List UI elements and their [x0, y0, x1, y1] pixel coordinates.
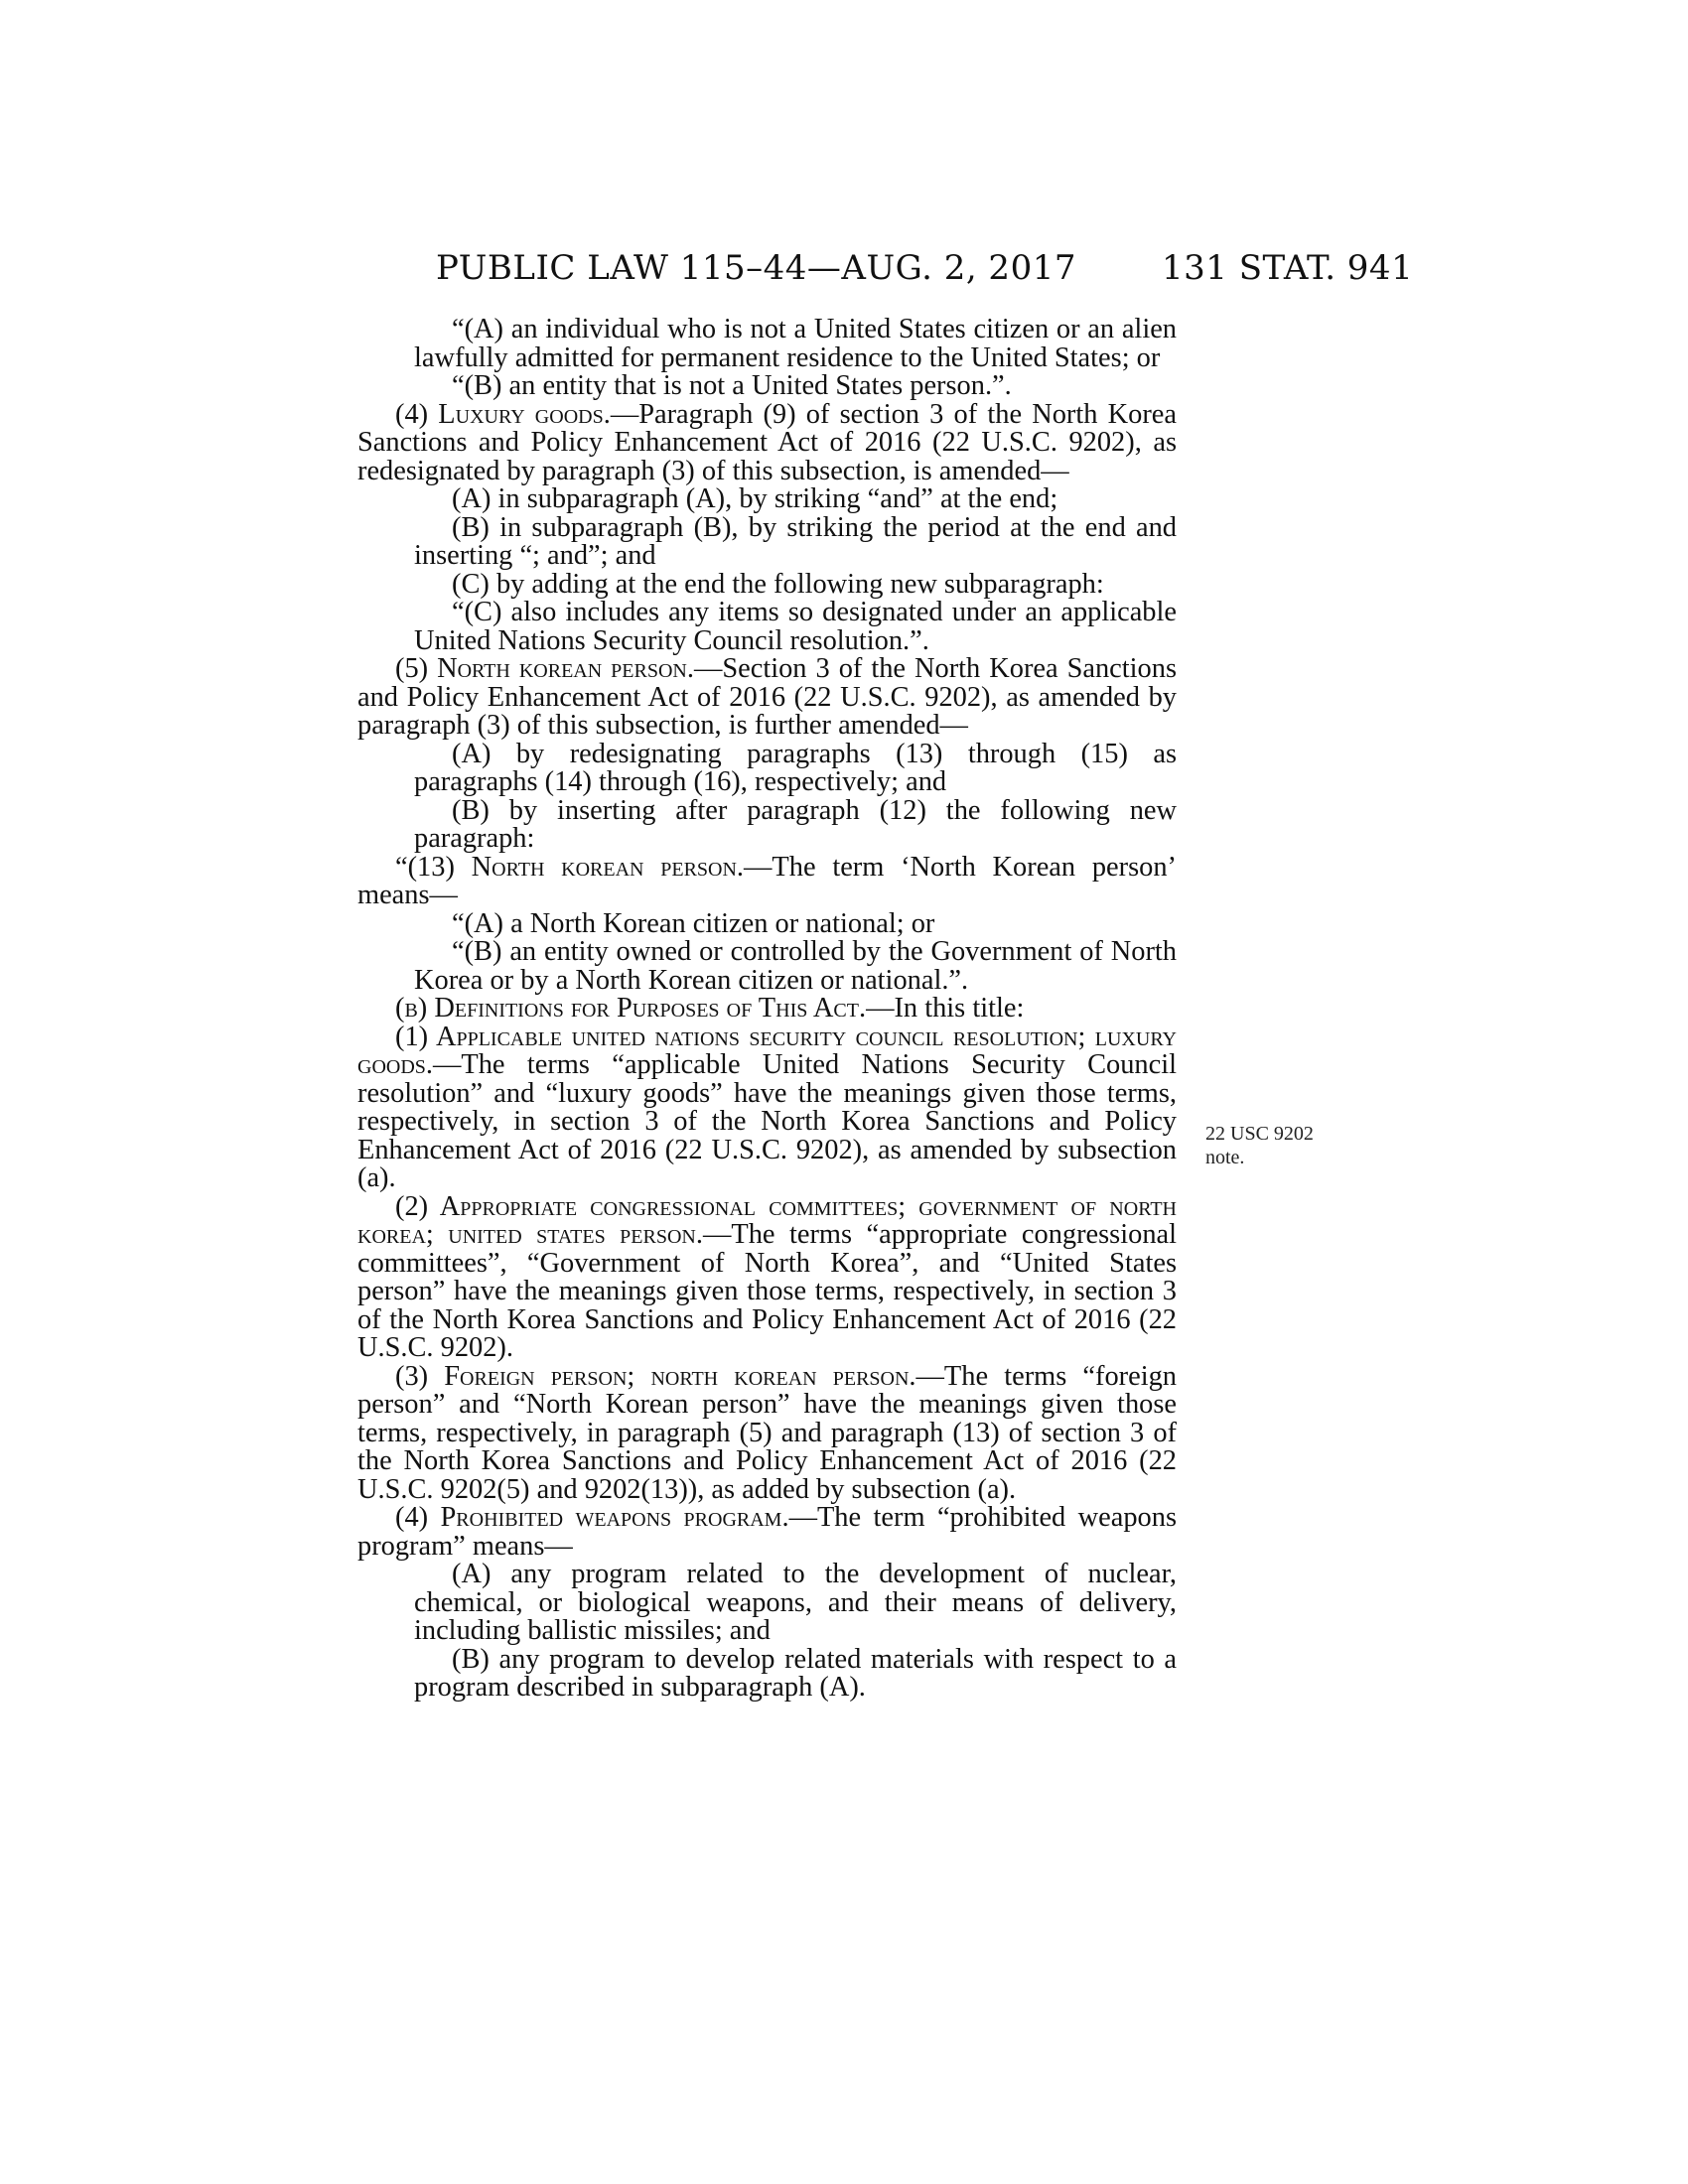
paragraph: (A) in subparagraph (A), by striking “and” at the end;: [452, 483, 1058, 514]
paragraph-heading: “(13) North korean person.: [395, 851, 745, 883]
paragraph: (3) Foreign person; north korean person.—The terms “foreign person” and “North Korean person” have the meanings given those terms, respectively, in paragraph (5) and paragraph (13) of section 3 of the North Korea Sanctions and Policy Enhancement Act of 2016 (22 U.S.C. 9202(5) and 9202(13)), as added by subsection (a).: [357, 1360, 1178, 1505]
section-heading-paragraph: (b) Definitions for Purposes of This Act.—In this title:: [395, 993, 1025, 1024]
paragraph: (A) by redesignating paragraphs (13) through (15) as paragraphs (14) through (16), respectively; and: [414, 738, 1177, 797]
paragraph: “(A) an individual who is not a United States citizen or an alien lawfully admitted for permanent residence to the United States; or: [414, 314, 1177, 373]
paragraph: (A) any program related to the development of nuclear, chemical, or biological weapons, and their means of delivery, including ballistic missiles; and: [414, 1559, 1177, 1646]
paragraph: “(B) an entity that is not a United States person.”.: [452, 370, 1012, 401]
paragraph: (4) Luxury goods.—Paragraph (9) of section 3 of the North Korea Sanctions and Policy Enhancement Act of 2016 (22 U.S.C. 9202), as redesignated by paragraph (3) of this subsection, is amended—: [357, 398, 1177, 486]
paragraph-heading: (3) Foreign person; north korean person.: [395, 1360, 916, 1392]
paragraph: (B) in subparagraph (B), by striking the period at the end and inserting “; and”; and: [414, 511, 1177, 571]
paragraph: (5) North korean person.—Section 3 of the North Korea Sanctions and Policy Enhancement Act of 2016 (22 U.S.C. 9202), as amended by paragraph (3) of this subsection, is further amended—: [357, 653, 1177, 741]
paragraph: (4) Prohibited weapons program.—The term “prohibited weapons program” means—: [357, 1502, 1177, 1562]
paragraph: (C) by adding at the end the following new subparagraph:: [452, 568, 1104, 600]
paragraph-heading: (5) North korean person.: [395, 653, 694, 684]
margin-note: [1205, 1122, 1344, 1169]
statute-body: [357, 316, 1177, 1703]
paragraph: “(C) also includes any items so designated under an applicable United Nations Security Council resolution.”.: [414, 597, 1177, 656]
paragraph: (1) Applicable united nations security council resolution; luxury goods.—The terms “applicable United Nations Security Council resolution” and “luxury goods” have the meanings given those terms, respectively, in section 3 of the North Korea Sanctions and Policy Enhancement Act of 2016 (22 U.S.C. 9202), as amended by subsection (a).: [357, 1021, 1177, 1193]
paragraph: “(13) North korean person.—The term ‘North Korean person’ means—: [357, 851, 1177, 910]
margin-note-label: note.: [1205, 1147, 1245, 1168]
margin-note-citation: 22 USC 9202: [1205, 1123, 1314, 1145]
page-header-stat-citation: 131 STAT. 941: [1162, 248, 1414, 288]
paragraph-heading: (4) Luxury goods.: [395, 398, 611, 430]
paragraph-heading: (2) Appropriate congressional committees; government of north korea; united states person.: [357, 1190, 1177, 1250]
paragraph: (B) by inserting after paragraph (12) the following new paragraph:: [414, 794, 1177, 854]
paragraph: “(B) an entity owned or controlled by the Government of North Korea or by a North Korean citizen or national.”.: [414, 936, 1177, 996]
paragraph: “(A) a North Korean citizen or national; or: [452, 907, 935, 939]
section-heading: (b) Definitions for Purposes of This Act.: [395, 993, 867, 1024]
paragraph-heading: (4) Prohibited weapons program.: [395, 1502, 789, 1533]
paragraph-heading: (1) Applicable united nations security council resolution; luxury goods.: [357, 1021, 1177, 1080]
paragraph: (2) Appropriate congressional committees; government of north korea; united states person.—The terms “appropriate congressional committees”, “Government of North Korea”, and “United States person” have the meanings given those terms, respectively, in section 3 of the North Korea Sanctions and Policy Enhancement Act of 2016 (22 U.S.C. 9202).: [357, 1190, 1177, 1363]
paragraph: (B) any program to develop related materials with respect to a program described in subparagraph (A).: [414, 1643, 1177, 1703]
page-header-title: PUBLIC LAW 115–44—AUG. 2, 2017: [436, 248, 1076, 288]
